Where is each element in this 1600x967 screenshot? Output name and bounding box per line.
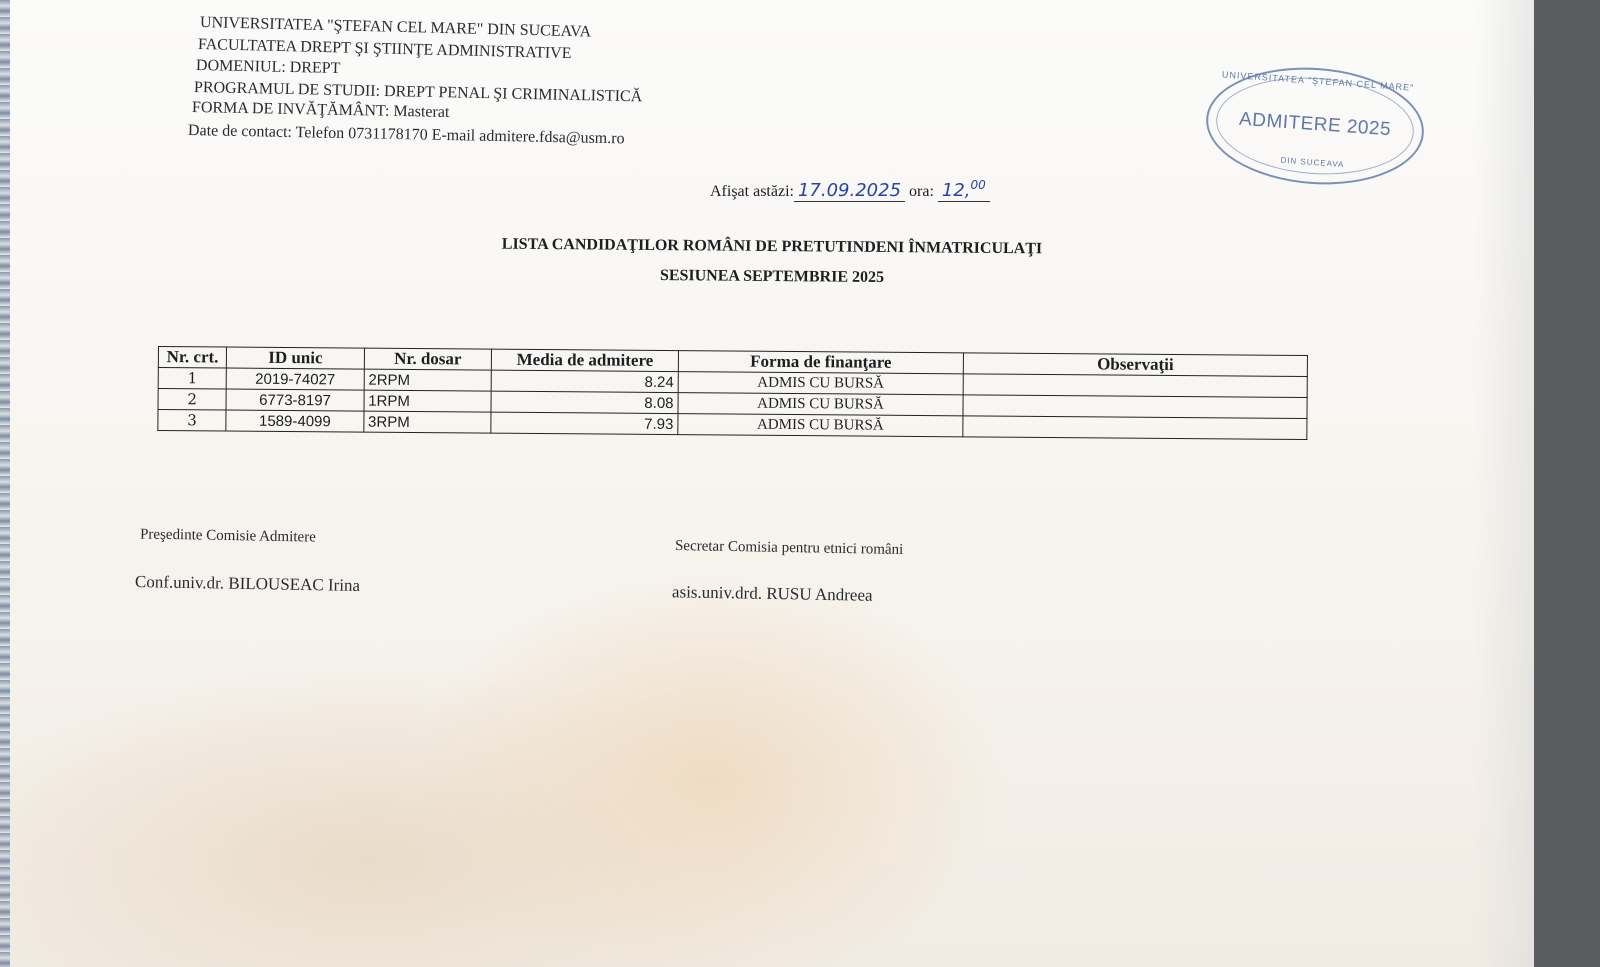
cell-dosar: 1RPM bbox=[364, 390, 492, 412]
cell-media: 7.93 bbox=[491, 412, 678, 434]
faculty-name: FACULTATEA DREPT ŞI ŞTIINŢE ADMINISTRATIVE bbox=[197, 36, 572, 63]
secretary-role: Secretar Comisia pentru etnici români bbox=[674, 538, 904, 558]
document-subtitle: SESIUNEA SEPTEMBRIE 2025 bbox=[659, 267, 885, 286]
education-form: FORMA DE INVĂŢĂMÂNT: Masterat bbox=[191, 99, 450, 121]
posted-minutes: 00 bbox=[970, 178, 986, 192]
cell-media: 8.24 bbox=[491, 370, 678, 392]
contact-line: Date de contact: Telefon 0731178170 E-mail admitere.fdsa@usm.ro bbox=[187, 122, 625, 148]
posted-date: 17.09.2025 bbox=[794, 180, 905, 202]
cell-observatii bbox=[963, 395, 1307, 419]
stamp-top-text: UNIVERSITATEA "ŞTEFAN CEL MARE" bbox=[1221, 69, 1415, 93]
candidates-table bbox=[157, 346, 1308, 440]
cell-observatii bbox=[963, 416, 1307, 440]
secretary-name: asis.univ.drd. RUSU Andreea bbox=[671, 582, 873, 605]
cell-dosar: 2RPM bbox=[364, 369, 492, 391]
cell-nr: 3 bbox=[158, 410, 226, 432]
posted-time-label: ora: bbox=[909, 183, 934, 200]
cell-nr: 1 bbox=[158, 368, 226, 390]
cell-media: 8.08 bbox=[491, 391, 678, 413]
president-name: Conf.univ.dr. BILOUSEAC Irina bbox=[134, 572, 361, 595]
posted-label: Afişat astăzi: bbox=[710, 183, 794, 200]
admission-stamp bbox=[1202, 61, 1428, 192]
president-role: Preşedinte Comisie Admitere bbox=[139, 526, 316, 546]
col-observatii: Observaţii bbox=[963, 353, 1307, 377]
domain-line: DOMENIUL: DREPT bbox=[195, 57, 341, 78]
posted-hour: 12, bbox=[941, 180, 971, 201]
cell-observatii bbox=[963, 374, 1307, 398]
cell-nr: 2 bbox=[158, 389, 226, 411]
posted-time bbox=[938, 180, 990, 202]
col-dosar: Nr. dosar bbox=[364, 348, 492, 370]
cell-finantare: ADMIS CU BURSĂ bbox=[678, 414, 963, 437]
cell-id: 1589-4099 bbox=[226, 410, 363, 432]
col-media: Media de admitere bbox=[491, 349, 678, 371]
university-name: UNIVERSITATEA "ŞTEFAN CEL MARE" DIN SUCEAVA bbox=[199, 14, 592, 41]
cell-id: 2019-74027 bbox=[226, 368, 363, 390]
posted-line bbox=[710, 178, 990, 201]
study-program: PROGRAMUL DE STUDII: DREPT PENAL ŞI CRIMINALISTICĂ bbox=[193, 79, 643, 106]
document-page bbox=[10, 0, 1534, 967]
document-title: LISTA CANDIDAŢILOR ROMÂNI DE PRETUTINDENI ÎNMATRICULAŢI bbox=[501, 235, 1043, 258]
paper-shadow bbox=[1474, 0, 1534, 967]
cell-finantare: ADMIS CU BURSĂ bbox=[678, 372, 963, 395]
col-finantare: Forma de finanţare bbox=[678, 351, 963, 374]
cell-dosar: 3RPM bbox=[363, 411, 491, 433]
cell-id: 6773-8197 bbox=[226, 389, 363, 411]
stamp-bottom-text: DIN SUCEAVA bbox=[1280, 155, 1345, 170]
cell-finantare: ADMIS CU BURSĂ bbox=[678, 393, 963, 416]
stamp-main-text: ADMITERE 2025 bbox=[1238, 108, 1392, 141]
col-nr: Nr. crt. bbox=[158, 347, 226, 369]
col-id: ID unic bbox=[227, 347, 364, 369]
